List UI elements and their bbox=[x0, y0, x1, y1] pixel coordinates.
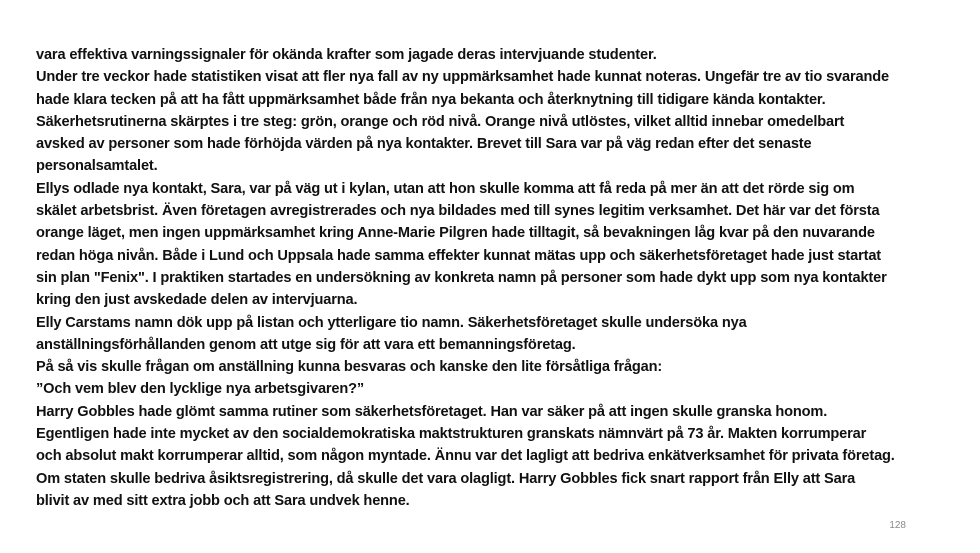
text-line: blivit av med sitt extra jobb och att Sara undvek henne. bbox=[36, 492, 410, 509]
text-line: Under tre veckor hade statistiken visat att fler nya fall av ny uppmärksamhet hade kunnat noteras. Ungefär tre av tio svarande bbox=[36, 69, 889, 86]
text-line: Säkerhetsrutinerna skärptes i tre steg: grön, orange och röd nivå. Orange nivå utlöstes, vilket alltid innebar omedelbart bbox=[36, 113, 845, 130]
text-line: orange läget, men ingen uppmärksamhet kring Anne-Marie Pilgren hade tilltagit, så bevakningen låg kvar på den nuvarande bbox=[36, 225, 875, 242]
text-line: Om staten skulle bedriva åsiktsregistrering, då skulle det vara olagligt. Harry Gobbles fick snart rapport från Elly att Sara bbox=[36, 470, 856, 487]
text-line: kring den just avskedade delen av intervjuarna. bbox=[36, 292, 358, 309]
text-line: Ellys odlade nya kontakt, Sara, var på väg ut i kylan, utan att hon skulle komma att få reda på mer än att det rörde sig om bbox=[36, 180, 855, 197]
text-line: och absolut makt korrumperar alltid, som någon myntade. Ännu var det lagligt att bedriva enkätverksamhet för privata företag. bbox=[36, 448, 895, 465]
text-line: hade klara tecken på att ha fått uppmärksamhet både från nya bekanta och återknytning till tidigare kända kontakter. bbox=[36, 91, 826, 108]
body-text bbox=[36, 44, 966, 512]
text-line: personalsamtalet. bbox=[36, 158, 158, 175]
text-line: avsked av personer som hade förhöjda värden på nya kontakter. Brevet till Sara var på väg redan efter det senaste bbox=[36, 136, 812, 153]
text-line: anställningsförhållanden genom att utge sig för att vara ett bemanningsföretag. bbox=[36, 336, 576, 353]
text-line: skälet arbetsbrist. Även företagen avregistrerades och nya bildades med till synes legitim verksamhet. Det här var det första bbox=[36, 203, 880, 220]
text-line: På så vis skulle frågan om anställning kunna besvaras och kanske den lite försåtliga frågan: bbox=[36, 359, 663, 376]
page-number: 128 bbox=[889, 520, 906, 531]
text-line: sin plan "Fenix". I praktiken startades en undersökning av konkreta namn på personer som hade dykt upp som nya kontakter bbox=[36, 269, 887, 286]
text-line: vara effektiva varningssignaler för okända krafter som jagade deras intervjuande studenter. bbox=[36, 47, 657, 63]
text-line: Egentligen hade inte mycket av den socialdemokratiska maktstrukturen granskats nämnvärt på 73 år. Makten korrumperar bbox=[36, 426, 867, 443]
text-line: redan höga nivån. Både i Lund och Uppsala hade samma effekter kunnat mätas upp och säkerhetsföretaget hade just startat bbox=[36, 247, 882, 264]
text-line: Elly Carstams namn dök upp på listan och ytterligare tio namn. Säkerhetsföretaget skulle undersöka nya bbox=[36, 314, 747, 331]
text-line: ”Och vem blev den lycklige nya arbetsgivaren?” bbox=[36, 381, 365, 398]
text-line: Harry Gobbles hade glömt samma rutiner som säkerhetsföretaget. Han var säker på att ingen skulle granska honom. bbox=[36, 403, 828, 420]
